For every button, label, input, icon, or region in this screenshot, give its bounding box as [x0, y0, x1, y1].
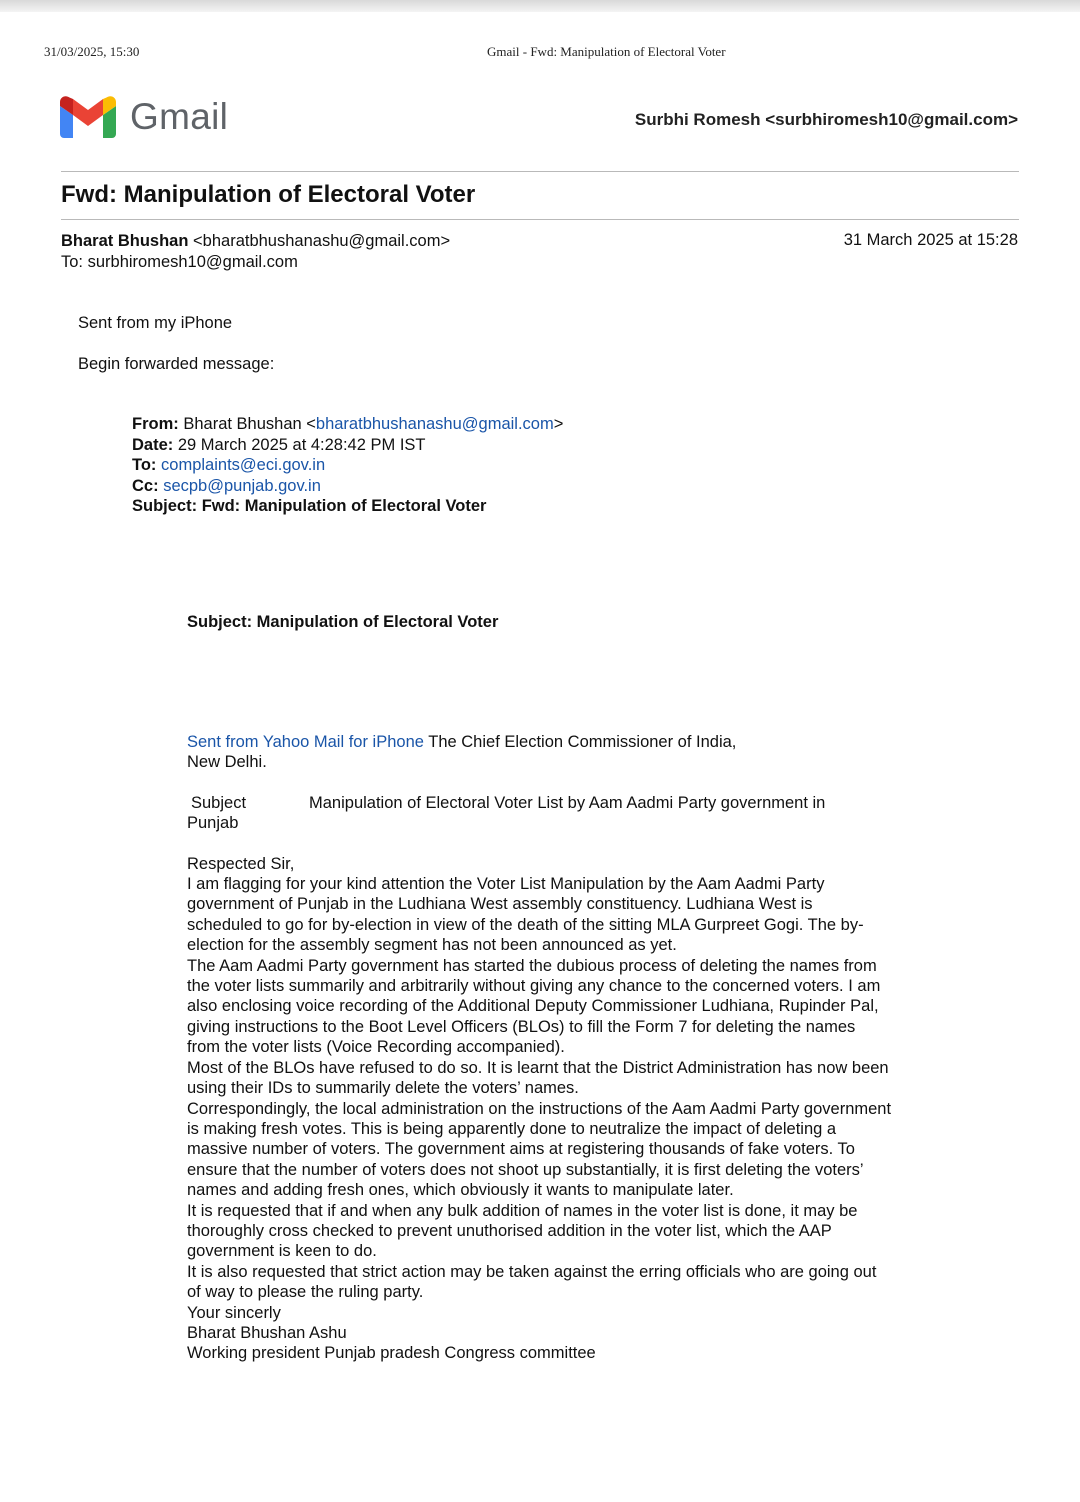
- letter-paragraph-5: It is requested that if and when any bulk addition of names in the voter list is done, it may be thoroughly cross checked to prevent unuthorised addition in the voter list, which the AAP government is keen to do.: [187, 1201, 858, 1261]
- sender-email: <bharatbhushanashu@gmail.com>: [193, 232, 451, 250]
- letter-city: New Delhi.: [187, 753, 267, 772]
- fwd-from-label: From:: [132, 415, 179, 433]
- fwd-subject-value: Fwd: Manipulation of Electoral Voter: [201, 497, 487, 516]
- inner-subject: Subject: Manipulation of Electoral Voter: [187, 613, 499, 631]
- letter-paragraph-6: It is also requested that strict action may be taken against the erring officials who are going out of way to please the ruling party.: [187, 1262, 877, 1302]
- sent-date: 31 March 2025 at 15:28: [843, 231, 1018, 249]
- header-divider: [61, 171, 1019, 172]
- print-page-title: Gmail - Fwd: Manipulation of Electoral Voter: [487, 44, 726, 59]
- fwd-subject-label: Subject:: [132, 497, 198, 516]
- letter-paragraph-2: The Aam Aadmi Party government has started the dubious process of deleting the names from the voter lists summarily and arbitrarily without giving any chance to the concerned voters. I am also enclosing voice recording of the Additional Deputy Commissioner Ludhiana, Rupinder Pal, giving instructions to the Boot Level Officers (BLOs) to fill the Form 7 for deleting the names from the voter lists (Voice Recording accompanied).: [187, 956, 881, 1057]
- signature-title: Working president Punjab pradesh Congress committee: [187, 1344, 596, 1363]
- subject-divider: [61, 219, 1019, 220]
- fwd-cc-email-link[interactable]: secpb@punjab.gov.in: [163, 476, 321, 495]
- email-meta: [61, 231, 450, 273]
- gmail-wordmark: Gmail: [130, 96, 229, 137]
- fwd-to-email-link[interactable]: complaints@eci.gov.in: [161, 456, 326, 475]
- fwd-to-label: To:: [132, 456, 157, 475]
- letter-addressee: The Chief Election Commissioner of India,: [428, 733, 737, 751]
- recipient-line: To: surbhiromesh10@gmail.com: [61, 253, 298, 271]
- fwd-cc-label: Cc:: [132, 476, 159, 495]
- letter-body: [187, 732, 892, 1364]
- letter-subject-cont: Punjab: [187, 814, 239, 833]
- letter-paragraph-4: Correspondingly, the local administration on the instructions of the Aam Aadmi Party government is making fresh votes. This is being apparently done to neutralize the impact of deleting a massive number of voters. The government aims at registering thousands of fake voters. To ensure that the number of voters does not shoot up substantially, it is first deleting the voters’ names and adding fresh ones, which obviously it wants to manipulate later.: [187, 1099, 892, 1200]
- letter-subject-row: [187, 793, 892, 813]
- fwd-from-name: Bharat Bhushan <: [183, 415, 316, 433]
- letter-salutation: Respected Sir,: [187, 854, 295, 873]
- yahoo-mail-link[interactable]: Sent from Yahoo Mail for iPhone: [187, 733, 424, 751]
- signature-name: Bharat Bhushan Ashu: [187, 1323, 347, 1342]
- sender-name: Bharat Bhushan: [61, 232, 189, 250]
- fwd-from-email-link[interactable]: bharatbhushanashu@gmail.com: [315, 415, 554, 433]
- page-top-band: [0, 0, 1080, 12]
- letter-subject-value: Manipulation of Electoral Voter List by Aam Aadmi Party government in: [309, 793, 826, 812]
- sent-from-iphone: Sent from my iPhone: [78, 314, 233, 332]
- letter-paragraph-1: I am flagging for your kind attention the Voter List Manipulation by the Aam Aadmi Party government of Punjab in the Ludhiana West assembly constituency. Ludhiana West is scheduled to go for by-election in view of the death of the sitting MLA Gurpreet Gogi. The by-election for the assembly segment has not been announced as yet.: [187, 875, 864, 955]
- letter-subject-key: Subject: [191, 793, 247, 812]
- fwd-date-label: Date:: [132, 435, 174, 454]
- account-identity: Surbhi Romesh <surbhiromesh10@gmail.com>: [634, 110, 1018, 129]
- letter-closing: Your sincerly: [187, 1303, 281, 1322]
- begin-forwarded-label: Begin forwarded message:: [78, 355, 275, 373]
- letter-paragraph-3: Most of the BLOs have refused to do so. It is learnt that the District Administration has now been using their IDs to summarily delete the voters’ names.: [187, 1058, 889, 1098]
- forwarded-headers: [132, 414, 563, 517]
- gmail-logo-icon: [60, 96, 116, 138]
- fwd-from-close: >: [553, 415, 564, 433]
- email-subject-title: Fwd: Manipulation of Electoral Voter: [61, 181, 476, 208]
- print-datetime: 31/03/2025, 15:30: [44, 44, 140, 59]
- fwd-date-value: 29 March 2025 at 4:28:42 PM IST: [177, 435, 426, 454]
